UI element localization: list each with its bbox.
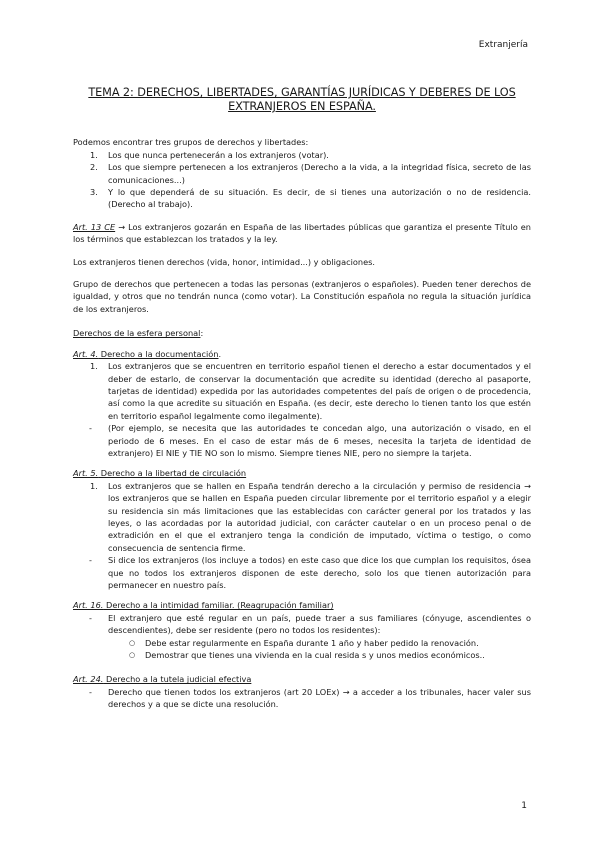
article-heading <box>73 467 531 479</box>
list-item-text: Los que nunca pertenecerán a los extranjeros (votar). <box>108 149 329 160</box>
list-marker: - <box>89 686 92 697</box>
list-item-text: Si dice los extranjeros (los incluye a todos) en este caso que dice los que cumplan los requisitos, ósea que no todos los extranjeros disponen de este derecho, solo los que tienen autorización para permanecer en nuestro país. <box>108 555 531 590</box>
list-item <box>73 161 531 186</box>
article-reference: Art. 16. <box>73 600 104 611</box>
circle-bullet-icon: ○ <box>129 651 136 660</box>
list-item-text: Los extranjeros que se encuentren en territorio español tienen el derecho a estar documentados y el deber de estarlo, de conservar la documentación que acredite su identidad (derecho al pasaporte, tarjetas de identidad) expedida por las autoridades competentes del país de origen o de procedencia, así como la que acredite su situación en España. (es decir, este derecho lo tienen tanto los que estén en territorio español legalmente como ilegalmente). <box>108 361 531 421</box>
article-reference: Art. 4. <box>73 348 99 359</box>
article-title: Derecho a la intimidad familiar. (Reagrupación familiar) <box>103 600 334 611</box>
list-item <box>73 554 531 591</box>
list-item <box>73 186 531 211</box>
list-marker: - <box>89 555 92 566</box>
circle-bullet-icon: ○ <box>129 638 136 647</box>
article-reference: Art. 24. <box>73 674 104 685</box>
article-reference: Art. 13 CE <box>73 221 116 232</box>
list-item <box>73 686 531 711</box>
article-heading <box>73 673 531 685</box>
article-text: → Los extranjeros gozarán en España de las libertades públicas que garantiza el presente Título en los términos que establezcan los tratados y la ley. <box>73 221 531 245</box>
section-heading-text: Derechos de la esfera personal <box>73 328 201 339</box>
list-marker: - <box>89 612 92 623</box>
article-title-tail: . <box>218 348 222 359</box>
document-body <box>73 86 531 711</box>
list-item <box>73 149 531 161</box>
running-header: Extranjería <box>478 40 528 50</box>
list-marker: 1. <box>90 361 98 372</box>
list-item <box>73 612 531 637</box>
list-item-text: El extranjero que esté regular en un país, puede traer a sus familiares (cónyuge, ascendientes o descendientes), debe ser residente (pero no todos los residentes): <box>108 612 531 636</box>
sub-list-item-text: Debe estar regularmente en España durante 1 año y haber pedido la renovación. <box>145 637 479 648</box>
art13-paragraph <box>73 221 531 246</box>
article-title: Derecho a la tutela judicial efectiva <box>103 674 252 685</box>
list-item-text: Y lo que dependerá de su situación. Es decir, de si tienes una autorización o no de residencia. (Derecho al trabajo). <box>108 187 531 210</box>
list-item-text: Los que siempre pertenecen a los extranjeros (Derecho a la vida, a la integridad física, secreto de las comunicaciones...) <box>108 162 531 185</box>
list-marker: 3. <box>90 187 98 198</box>
list-item-text: Derecho que tienen todos los extranjeros (art 20 LOEx) → a acceder a los tribunales, hacer valer sus derechos y a que se dicte una resolución. <box>108 686 531 710</box>
paragraph: Los extranjeros tienen derechos (vida, honor, intimidad...) y obligaciones. <box>73 256 375 267</box>
list-item <box>73 480 531 554</box>
list-item-text: Los extranjeros que se hallen en España tendrán derecho a la circulación y permiso de residencia → los extranjeros que se hallen en España pueden circular libremente por el territorio español y a elegir su residencia sin más limitaciones que las establecidas con carácter general por los tratados y las leyes, o las acordadas por la autoridad judicial, con carácter cautelar o en un proceso penal o de extradición en el que el extranjero tenga la condición de imputado, víctima o testigo, o como consecuencia de sentencia firme. <box>108 480 531 553</box>
list-item <box>73 360 531 422</box>
sub-list-item <box>73 637 531 649</box>
section-heading <box>73 327 531 339</box>
list-item <box>73 422 531 459</box>
article-title: Derecho a la libertad de circulación <box>98 468 247 479</box>
list-item-text: (Por ejemplo, se necesita que las autoridades te concedan algo, una autorización o visado, en el periodo de 6 meses. En el caso de estar más de 6 meses, necesita la tarjeta de identidad de extranjero) El NIE y TIE NO son lo mismo. Siempre tienes NIE, pero no siempre la tarjeta. <box>108 423 531 458</box>
list-marker: 1. <box>90 149 98 160</box>
article-title: Derecho a la documentación <box>98 348 219 359</box>
sub-list-item <box>73 649 531 661</box>
list-marker: 1. <box>90 480 98 491</box>
article-heading <box>73 348 531 360</box>
sub-list-item-text: Demostrar que tienes una vivienda en la cual resida s y unos medios económicos.. <box>145 650 485 661</box>
article-heading <box>73 599 531 611</box>
intro-text: Podemos encontrar tres grupos de derechos y libertades: <box>73 137 309 148</box>
article-reference: Art. 5. <box>73 468 99 479</box>
paragraph: Grupo de derechos que pertenecen a todas las personas (extranjeros o españoles). Pueden tener derechos de igualdad, y otros que no tendrán nunca (como votar). La Constitución española no regula la situación jurídica de los extranjeros. <box>73 279 531 314</box>
list-marker: - <box>89 423 92 434</box>
list-marker: 2. <box>90 162 98 173</box>
section-heading-colon: : <box>200 328 204 339</box>
page-number: 1 <box>521 801 527 811</box>
page-title: TEMA 2: DERECHOS, LIBERTADES, GARANTÍAS JURÍDICAS Y DEBERES DE LOS EXTRANJEROS EN ESPAÑA. <box>88 86 516 114</box>
